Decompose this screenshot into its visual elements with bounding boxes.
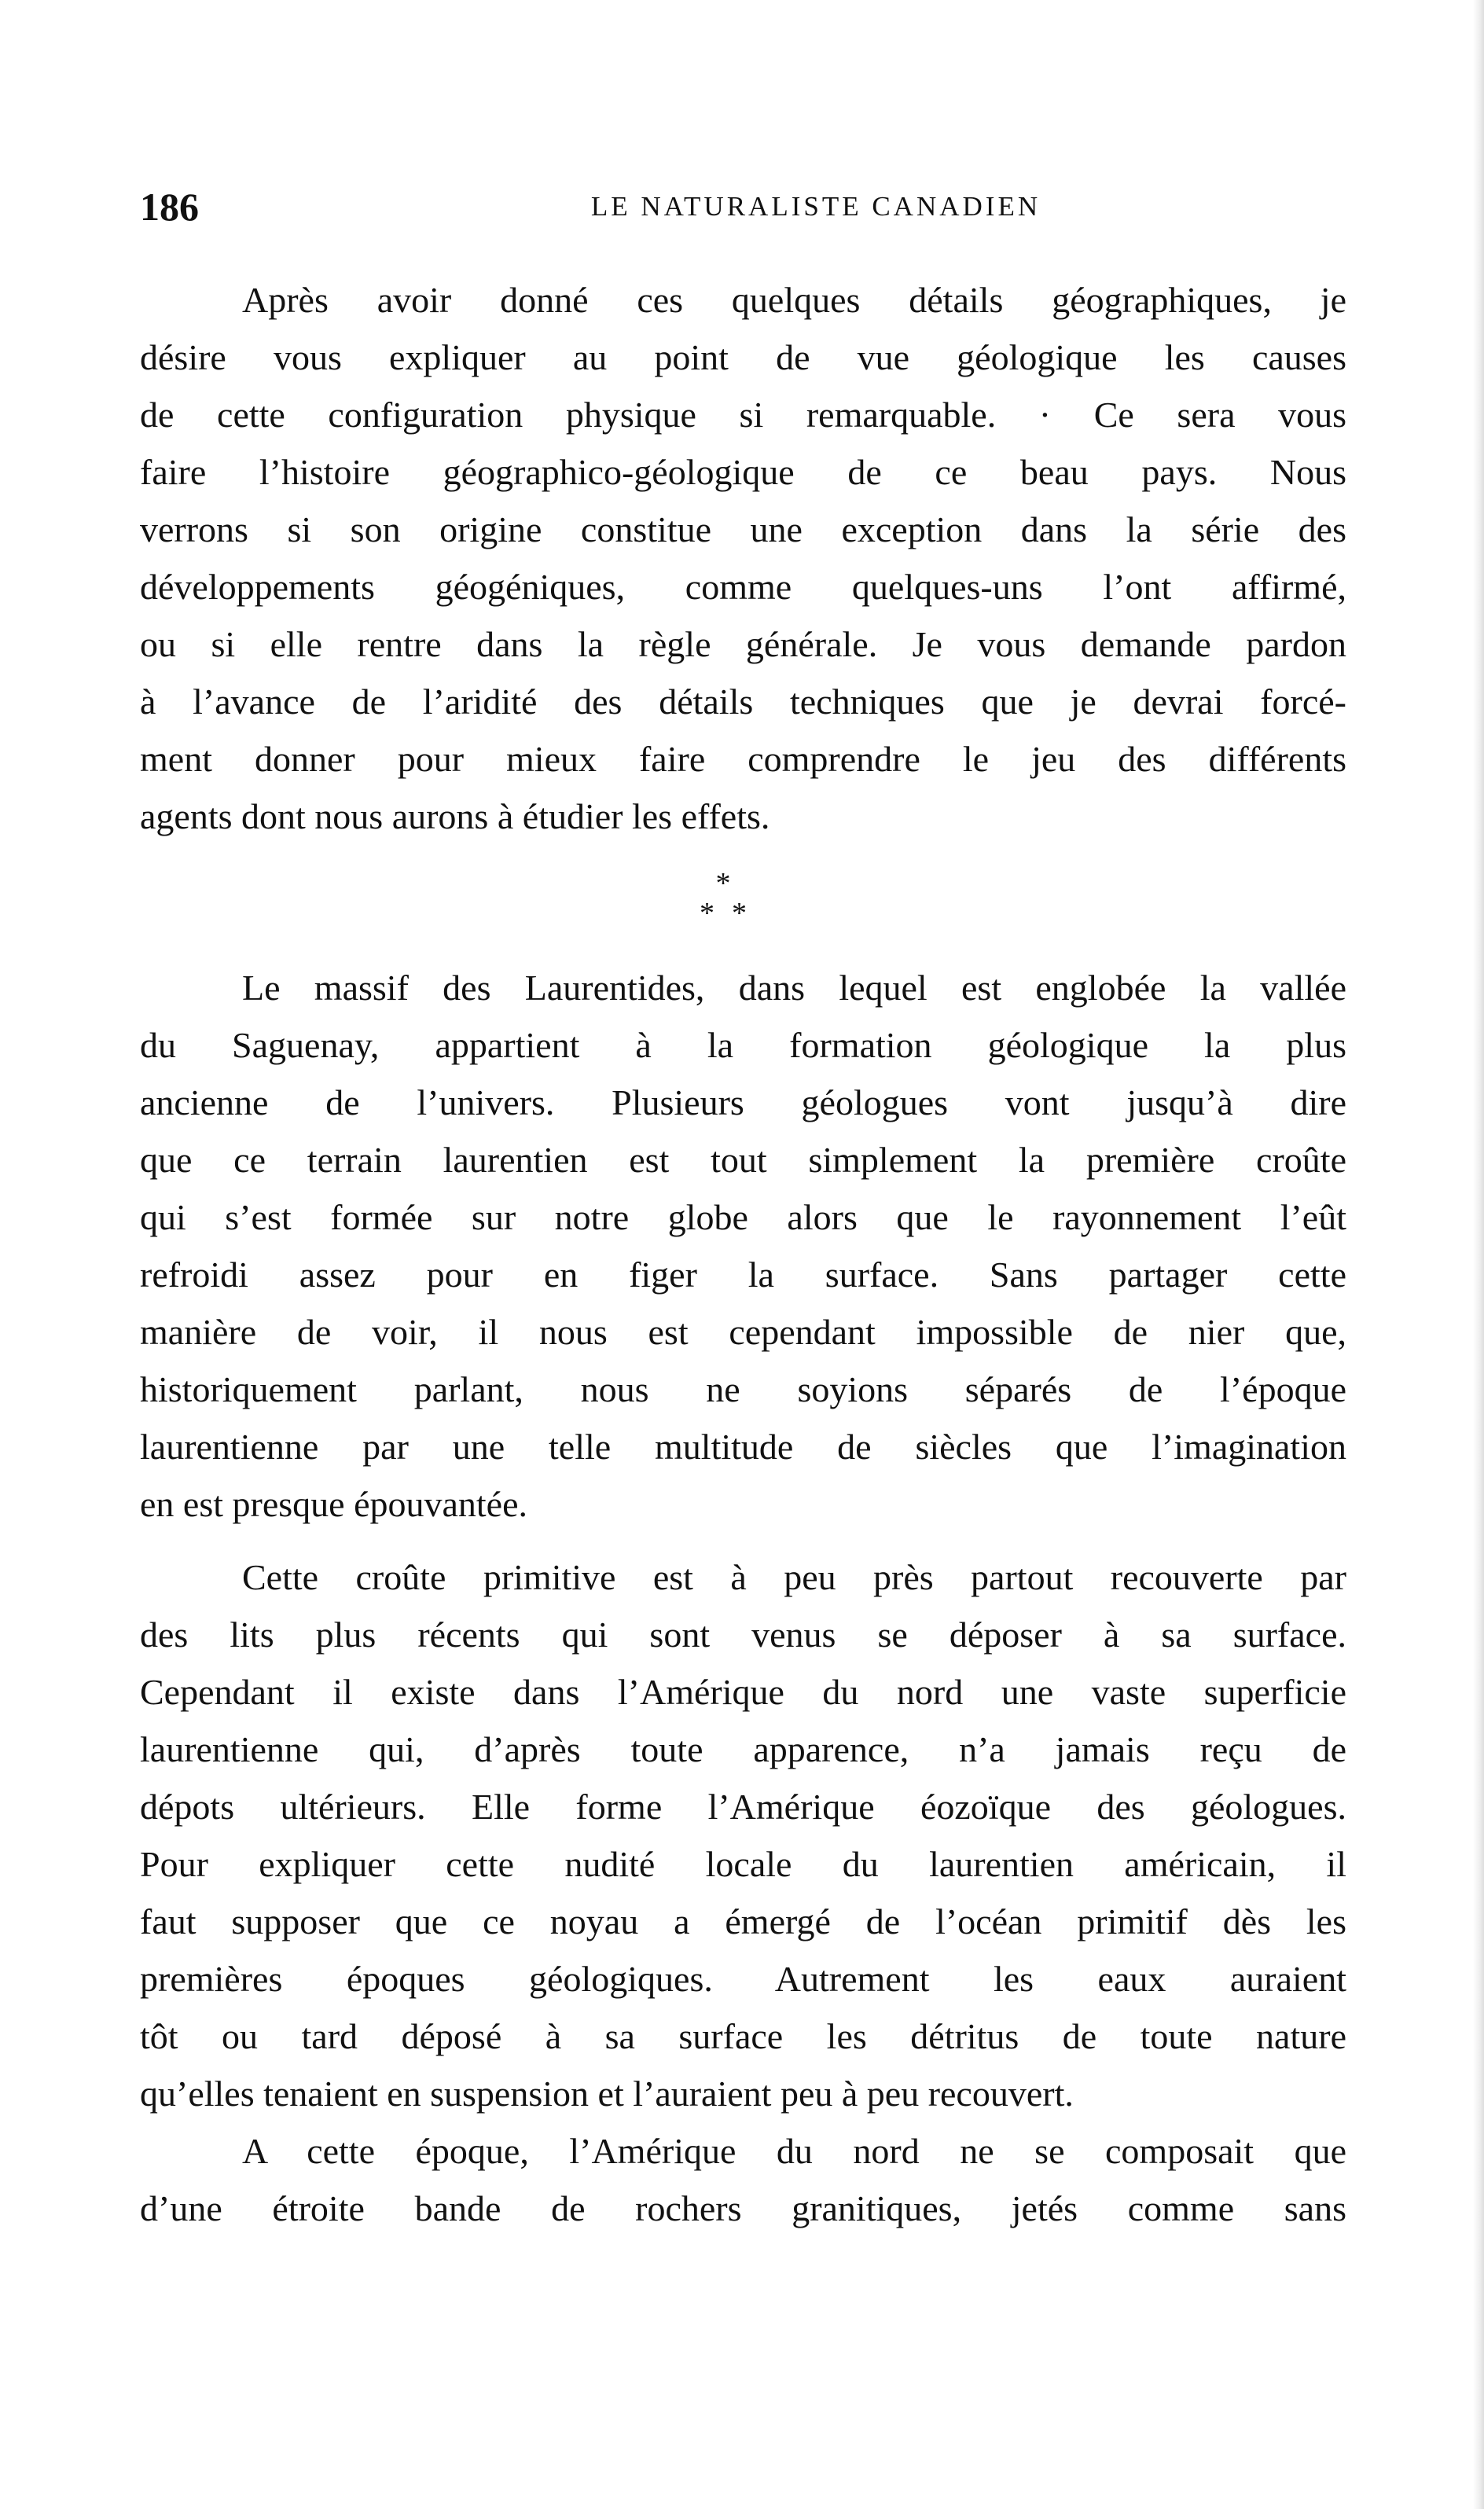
text-line: laurentienne qui, d’après toute apparence, n’a jamais reçu de	[140, 1729, 1346, 1769]
text-line: Pour expliquer cette nudité locale du laurentien américain, il	[140, 1844, 1346, 1884]
text-line: faire l’histoire géographico-géologique de ce beau pays. Nous	[140, 452, 1346, 492]
paragraph-1	[140, 271, 1346, 845]
text-line: Cependant il existe dans l’Amérique du nord une vaste superficie	[140, 1672, 1346, 1712]
text-line: tôt ou tard déposé à sa surface les détritus de toute nature	[140, 2016, 1346, 2056]
text-line: de cette configuration physique si remarquable. · Ce sera vous	[140, 395, 1346, 435]
text-line: désire vous expliquer au point de vue géologique les causes	[140, 337, 1346, 377]
text-line: ancienne de l’univers. Plusieurs géologues vont jusqu’à dire	[140, 1082, 1346, 1122]
asterism-bottom: **	[700, 897, 764, 930]
asterism-top: *	[715, 867, 731, 900]
paragraph-3	[140, 1548, 1346, 2122]
page-number: 186	[140, 185, 199, 229]
text-line: en est presque épouvantée.	[140, 1484, 528, 1524]
text-line: développements géogéniques, comme quelques-uns l’ont affirmé,	[140, 567, 1346, 607]
text-line: refroidi assez pour en figer la surface. Sans partager cette	[140, 1254, 1346, 1295]
text-line: du Saguenay, appartient à la formation géologique la plus	[140, 1025, 1346, 1065]
page-header	[140, 179, 1350, 234]
paragraph-4	[140, 2122, 1346, 2237]
text-line: qui s’est formée sur notre globe alors que le rayonnement l’eût	[140, 1197, 1346, 1237]
text-line: que ce terrain laurentien est tout simplement la première croûte	[140, 1140, 1346, 1180]
text-line: verrons si son origine constitue une exception dans la série des	[140, 509, 1346, 549]
text-line: Après avoir donné ces quelques détails géographiques, je	[242, 280, 1346, 320]
text-line: premières époques géologiques. Autrement les eaux auraient	[140, 1959, 1346, 1999]
text-line: Cette croûte primitive est à peu près partout recouverte par	[242, 1557, 1346, 1597]
text-line: d’une étroite bande de rochers granitiques, jetés comme sans	[140, 2188, 1346, 2228]
asterism-separator	[676, 869, 770, 939]
text-line: agents dont nous aurons à étudier les effets.	[140, 796, 770, 836]
text-line: dépots ultérieurs. Elle forme l’Amérique éozoïque des géologues.	[140, 1787, 1346, 1827]
text-line: faut supposer que ce noyau a émergé de l’océan primitif dès les	[140, 1901, 1346, 1941]
text-line: qu’elles tenaient en suspension et l’auraient peu à peu recouvert.	[140, 2074, 1074, 2114]
text-line: à l’avance de l’aridité des détails techniques que je devrai forcé-	[140, 681, 1346, 722]
text-line: ment donner pour mieux faire comprendre le jeu des différents	[140, 739, 1346, 779]
text-line: A cette époque, l’Amérique du nord ne se composait que	[242, 2131, 1346, 2171]
text-line: Le massif des Laurentides, dans lequel est englobée la vallée	[242, 968, 1346, 1008]
text-line: historiquement parlant, nous ne soyions séparés de l’époque	[140, 1369, 1346, 1409]
text-line: des lits plus récents qui sont venus se déposer à sa surface.	[140, 1615, 1346, 1655]
paragraph-2	[140, 959, 1346, 1533]
scan-edge	[1473, 0, 1484, 2509]
text-line: manière de voir, il nous est cependant impossible de nier que,	[140, 1312, 1346, 1352]
running-title: LE NATURALISTE CANADIEN	[590, 191, 1041, 222]
text-line: ou si elle rentre dans la règle générale. Je vous demande pardon	[140, 624, 1346, 664]
text-line: laurentienne par une telle multitude de siècles que l’imagination	[140, 1427, 1346, 1467]
